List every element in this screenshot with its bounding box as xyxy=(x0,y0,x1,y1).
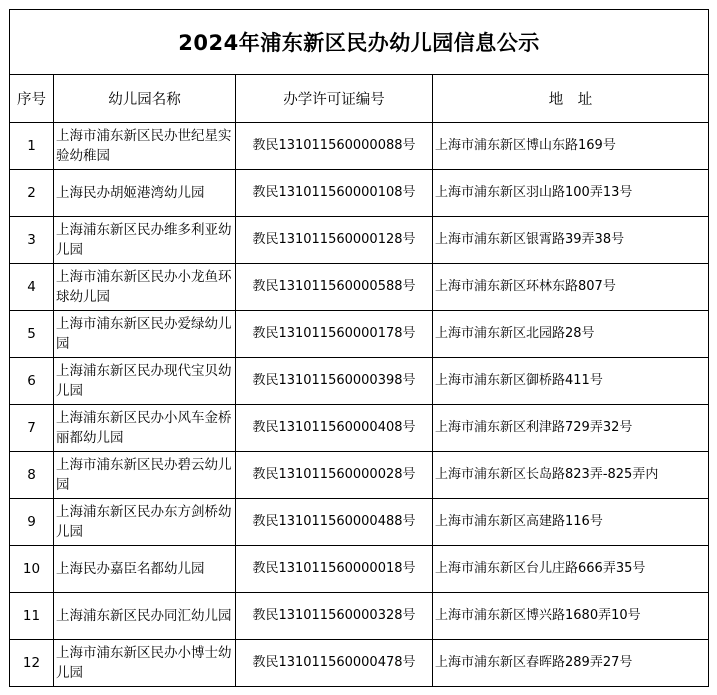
cell-name: 上海市浦东新区民办爱绿幼儿园 xyxy=(54,311,236,358)
table-row xyxy=(10,499,709,546)
cell-name: 上海浦东新区民办现代宝贝幼儿园 xyxy=(54,358,236,405)
cell-license: 教民131011560000398号 xyxy=(236,358,433,405)
cell-no: 8 xyxy=(10,452,54,499)
cell-license: 教民131011560000408号 xyxy=(236,405,433,452)
cell-name: 上海浦东新区民办维多利亚幼儿园 xyxy=(54,217,236,264)
cell-no: 7 xyxy=(10,405,54,452)
cell-address: 上海市浦东新区环林东路807号 xyxy=(433,264,709,311)
cell-license: 教民131011560000588号 xyxy=(236,264,433,311)
cell-address: 上海市浦东新区北园路28号 xyxy=(433,311,709,358)
cell-address: 上海市浦东新区高建路116号 xyxy=(433,499,709,546)
cell-license: 教民131011560000328号 xyxy=(236,593,433,640)
cell-name: 上海浦东新区民办同汇幼儿园 xyxy=(54,593,236,640)
cell-address: 上海市浦东新区台儿庄路666弄35号 xyxy=(433,546,709,593)
header-no: 序号 xyxy=(10,75,54,123)
cell-no: 1 xyxy=(10,123,54,170)
cell-no: 3 xyxy=(10,217,54,264)
cell-license: 教民131011560000018号 xyxy=(236,546,433,593)
cell-address: 上海市浦东新区春晖路289弄27号 xyxy=(433,640,709,687)
cell-address: 上海市浦东新区长岛路823弄-825弄内 xyxy=(433,452,709,499)
cell-no: 11 xyxy=(10,593,54,640)
table-row xyxy=(10,593,709,640)
cell-license: 教民131011560000128号 xyxy=(236,217,433,264)
cell-license: 教民131011560000108号 xyxy=(236,170,433,217)
table-row xyxy=(10,217,709,264)
cell-name: 上海民办胡姬港湾幼儿园 xyxy=(54,170,236,217)
cell-license: 教民131011560000478号 xyxy=(236,640,433,687)
table-row xyxy=(10,640,709,687)
header-name: 幼儿园名称 xyxy=(54,75,236,123)
header-license: 办学许可证编号 xyxy=(236,75,433,123)
table-row xyxy=(10,264,709,311)
cell-name: 上海市浦东新区民办小龙鱼环球幼儿园 xyxy=(54,264,236,311)
table-row xyxy=(10,546,709,593)
cell-address: 上海市浦东新区博山东路169号 xyxy=(433,123,709,170)
cell-no: 12 xyxy=(10,640,54,687)
cell-license: 教民131011560000178号 xyxy=(236,311,433,358)
table-row xyxy=(10,405,709,452)
table-row xyxy=(10,311,709,358)
kindergarten-table xyxy=(9,9,709,687)
cell-address: 上海市浦东新区羽山路100弄13号 xyxy=(433,170,709,217)
cell-address: 上海市浦东新区银霄路39弄38号 xyxy=(433,217,709,264)
cell-no: 9 xyxy=(10,499,54,546)
cell-license: 教民131011560000488号 xyxy=(236,499,433,546)
cell-name: 上海市浦东新区民办小博士幼儿园 xyxy=(54,640,236,687)
cell-license: 教民131011560000028号 xyxy=(236,452,433,499)
cell-address: 上海市浦东新区御桥路411号 xyxy=(433,358,709,405)
cell-license: 教民131011560000088号 xyxy=(236,123,433,170)
header-row xyxy=(10,75,709,123)
cell-address: 上海市浦东新区博兴路1680弄10号 xyxy=(433,593,709,640)
table-row xyxy=(10,358,709,405)
table-row xyxy=(10,123,709,170)
cell-name: 上海民办嘉臣名都幼儿园 xyxy=(54,546,236,593)
cell-no: 2 xyxy=(10,170,54,217)
page-title: 2024年浦东新区民办幼儿园信息公示 xyxy=(10,10,709,75)
cell-no: 5 xyxy=(10,311,54,358)
cell-address: 上海市浦东新区利津路729弄32号 xyxy=(433,405,709,452)
table-row xyxy=(10,452,709,499)
cell-no: 4 xyxy=(10,264,54,311)
cell-no: 10 xyxy=(10,546,54,593)
header-address: 地 址 xyxy=(433,75,709,123)
cell-name: 上海浦东新区民办东方剑桥幼儿园 xyxy=(54,499,236,546)
cell-name: 上海市浦东新区民办世纪星实验幼稚园 xyxy=(54,123,236,170)
table-row xyxy=(10,170,709,217)
kindergarten-info-sheet xyxy=(9,9,708,688)
cell-name: 上海浦东新区民办小风车金桥丽都幼儿园 xyxy=(54,405,236,452)
cell-name: 上海市浦东新区民办碧云幼儿园 xyxy=(54,452,236,499)
cell-no: 6 xyxy=(10,358,54,405)
title-row xyxy=(10,10,709,75)
